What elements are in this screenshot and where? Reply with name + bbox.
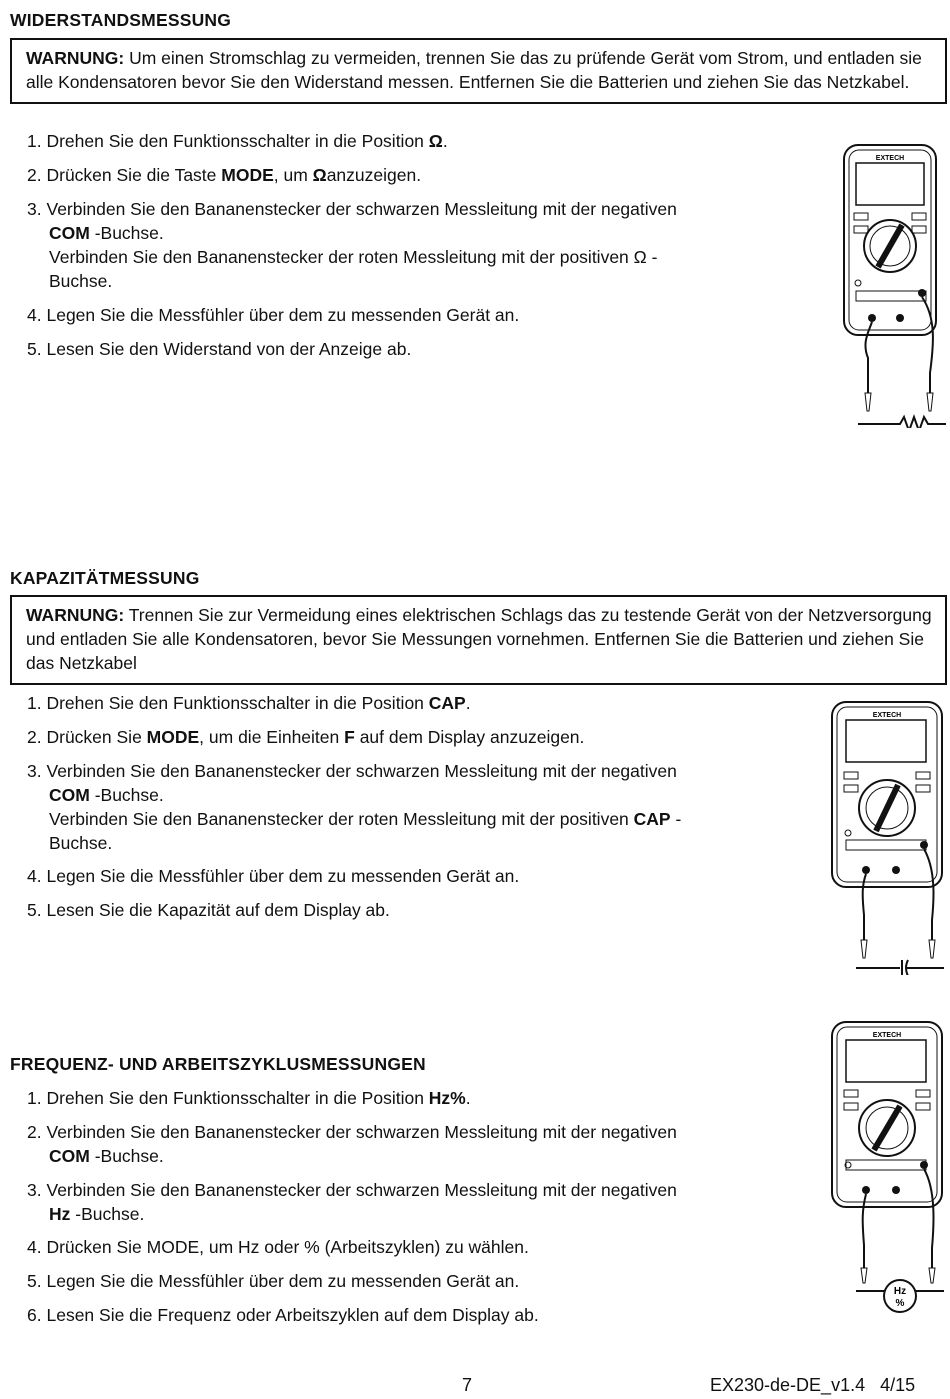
brand-logo: EXTECH bbox=[872, 712, 902, 719]
step-4: 4. Legen Sie die Messfühler über dem zu messenden Gerät an. bbox=[27, 866, 520, 886]
brand-logo: EXTECH bbox=[875, 155, 905, 162]
section-title-resistance: WIDERSTANDSMESSUNG bbox=[10, 10, 232, 30]
step-3: 3. Verbinden Sie den Bananenstecker der schwarzen Messleitung mit der negativen Hz -Buchse. bbox=[27, 1180, 677, 1224]
warning-text: Um einen Stromschlag zu vermeiden, trennen Sie das zu prüfende Gerät vom Strom, und entladen sie alle Kondensatoren bevor Sie den Widerstand messen. Entfernen Sie die Batterien und ziehen Sie das Netzkabel. bbox=[26, 48, 922, 92]
step-1: 1. Drehen Sie den Funktionsschalter in die Position CAP. bbox=[27, 693, 471, 713]
step-3: 3. Verbinden Sie den Bananenstecker der schwarzen Messleitung mit der negativen COM -Buchse. Verbinden Sie den Bananenstecker der roten Messleitung mit der positiven Ω - Buchse. bbox=[27, 199, 677, 291]
step-2: 2. Drücken Sie die Taste MODE, um Ωanzuzeigen. bbox=[27, 165, 422, 185]
page-number: 7 bbox=[462, 1375, 473, 1395]
step-1: 1. Drehen Sie den Funktionsschalter in die Position Ω. bbox=[27, 131, 448, 151]
warning-label: WARNUNG: bbox=[26, 48, 125, 68]
warning-box-resistance bbox=[10, 38, 947, 104]
warning-text: Trennen Sie zur Vermeidung eines elektrischen Schlags das zu testende Gerät von der Netzversorgung und entladen Sie alle Kondensatoren, bevor Sie Messungen vornehmen. Entfernen Sie die Batterien und ziehen Sie das Netzkabel bbox=[26, 605, 932, 673]
step-2: 2. Verbinden Sie den Bananenstecker der schwarzen Messleitung mit der negativen COM -Buchse. bbox=[27, 1122, 677, 1166]
hz-label: Hz bbox=[893, 1286, 907, 1297]
step-4: 4. Drücken Sie MODE, um Hz oder % (Arbeitszyklen) zu wählen. bbox=[27, 1237, 529, 1257]
document-id: EX230-de-DE_v1.4 4/15 bbox=[710, 1375, 916, 1395]
brand-logo: EXTECH bbox=[872, 1032, 902, 1039]
step-1: 1. Drehen Sie den Funktionsschalter in die Position Hz%. bbox=[27, 1088, 471, 1108]
step-5: 5. Legen Sie die Messfühler über dem zu messenden Gerät an. bbox=[27, 1271, 520, 1291]
step-5: 5. Lesen Sie die Kapazität auf dem Display ab. bbox=[27, 900, 390, 920]
step-3: 3. Verbinden Sie den Bananenstecker der schwarzen Messleitung mit der negativen COM -Buchse. Verbinden Sie den Bananenstecker der roten Messleitung mit der positiven CAP - Buchse. bbox=[27, 761, 682, 853]
step-5: 5. Lesen Sie den Widerstand von der Anzeige ab. bbox=[27, 339, 412, 359]
step-4: 4. Legen Sie die Messfühler über dem zu messenden Gerät an. bbox=[27, 305, 520, 325]
section-title-frequency: FREQUENZ- UND ARBEITSZYKLUSMESSUNGEN bbox=[10, 1054, 426, 1074]
warning-label: WARNUNG: bbox=[26, 605, 125, 625]
multimeter-capacitance-illustration bbox=[828, 700, 946, 975]
warning-box-capacitance bbox=[10, 595, 947, 685]
section-title-capacitance: KAPAZITÄTMESSUNG bbox=[10, 568, 200, 588]
multimeter-resistance-illustration bbox=[838, 143, 948, 428]
percent-label: % bbox=[895, 1298, 905, 1309]
step-6: 6. Lesen Sie die Frequenz oder Arbeitszyklen auf dem Display ab. bbox=[27, 1305, 539, 1325]
multimeter-frequency-illustration bbox=[828, 1020, 946, 1320]
step-2: 2. Drücken Sie MODE, um die Einheiten F auf dem Display anzuzeigen. bbox=[27, 727, 585, 747]
